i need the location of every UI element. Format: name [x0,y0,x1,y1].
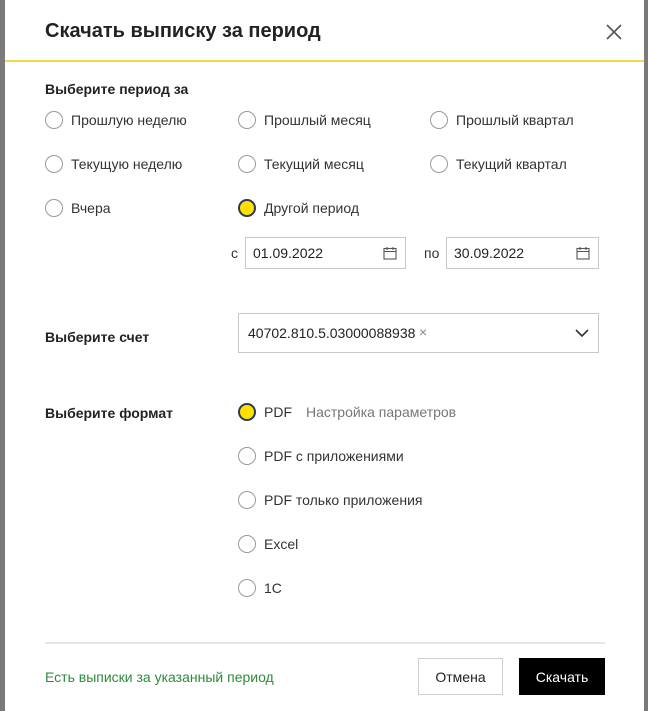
remove-account-icon[interactable]: × [419,324,428,340]
radio-label: Прошлый месяц [264,112,371,128]
format-option-pdf[interactable] [238,403,456,421]
period-option-current-quarter[interactable] [430,155,567,173]
radio-circle [238,491,256,509]
dialog-title: Скачать выписку за период [45,20,321,42]
radio-label: Другой период [264,200,360,216]
radio-label: Текущую неделю [71,156,183,172]
date-from-value: 01.09.2022 [253,245,324,261]
radio-circle [45,199,63,217]
radio-label: PDF только приложения [264,492,423,508]
period-option-custom[interactable] [238,199,359,217]
radio-label: PDF с приложениями [264,448,404,464]
account-chip: 40702.810.5.03000088938 [248,325,416,341]
radio-circle [238,111,256,129]
dialog-header [5,0,644,62]
account-select[interactable] [238,313,599,353]
download-button[interactable]: Скачать [519,658,605,695]
close-icon[interactable] [605,23,623,41]
format-label: Выберите формат [45,405,173,421]
radio-circle-selected [238,403,256,421]
radio-circle [45,155,63,173]
radio-circle [45,111,63,129]
radio-label: Текущий месяц [264,156,364,172]
footer-divider [45,642,605,644]
period-label: Выберите период за [45,81,189,97]
backdrop [644,0,648,711]
radio-circle [430,111,448,129]
format-option-pdf-with-attachments[interactable] [238,447,404,465]
chevron-down-icon[interactable] [575,328,589,338]
date-from-prefix: с [231,245,238,261]
period-option-current-month[interactable] [238,155,364,173]
radio-circle [238,155,256,173]
format-option-excel[interactable] [238,535,298,553]
status-message: Есть выписки за указанный период [45,669,274,685]
date-to-input[interactable] [446,237,599,269]
radio-label: PDF [264,404,292,420]
date-from-input[interactable] [245,237,406,269]
download-statement-dialog [5,0,644,711]
radio-circle [238,447,256,465]
format-option-1c[interactable] [238,579,282,597]
period-option-current-week[interactable] [45,155,182,173]
radio-label: Прошлый квартал [456,112,574,128]
cancel-button[interactable]: Отмена [418,658,503,695]
radio-circle [238,579,256,597]
radio-label: 1С [264,580,282,596]
date-to-value: 30.09.2022 [454,245,525,261]
period-option-yesterday[interactable] [45,199,111,217]
period-option-last-quarter[interactable] [430,111,574,129]
radio-label: Вчера [71,200,111,216]
calendar-icon[interactable] [383,246,397,260]
radio-circle-selected [238,199,256,217]
settings-link[interactable]: Настройка параметров [306,404,457,420]
radio-label: Excel [264,536,299,552]
radio-label: Прошлую неделю [71,112,187,128]
period-option-last-month[interactable] [238,111,371,129]
radio-circle [238,535,256,553]
format-option-attachments-only[interactable] [238,491,422,509]
period-option-last-week[interactable] [45,111,187,129]
date-to-prefix: по [424,245,440,261]
radio-circle [430,155,448,173]
calendar-icon[interactable] [576,246,590,260]
account-label: Выберите счет [45,329,150,345]
radio-label: Текущий квартал [456,156,567,172]
